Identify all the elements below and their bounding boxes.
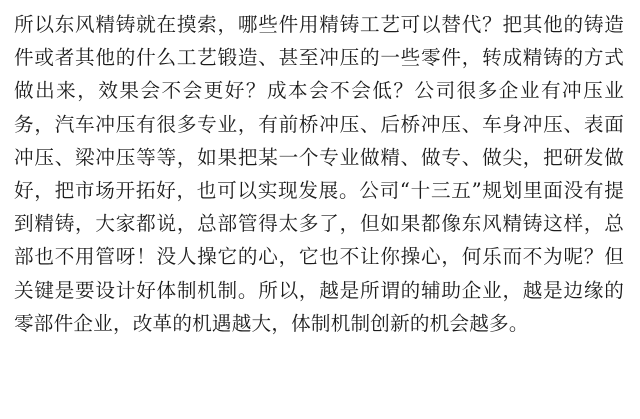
paragraph: 所以东风精铸就在摸索，哪些件用精铸工艺可以替代？把其他的铸造件或者其他的什么工艺锻造、甚至冲压的一些零件，转成精铸的方式做出来，效果会不会更好？成本会不会低？公司很多企业有冲压业务，汽车冲压有很多专业，有前桥冲压、后桥冲压、车身冲压、表面冲压、梁冲压等等，如果把某一个专业做精、做专、做尖，把研发做好，把市场开拓好，也可以实现发展。公司“十三五”规划里面没有提到精铸，大家都说，总部管得太多了，但如果都像东风精铸这样，总部也不用管呀！没人操它的心，它也不让你操心，何乐而不为呢？但关键是要设计好体制机制。所以，越是所谓的辅助企业，越是边缘的零部件企业，改革的机遇越大，体制机制创新的机会越多。 — [14, 13, 624, 335]
document-body — [14, 8, 624, 340]
